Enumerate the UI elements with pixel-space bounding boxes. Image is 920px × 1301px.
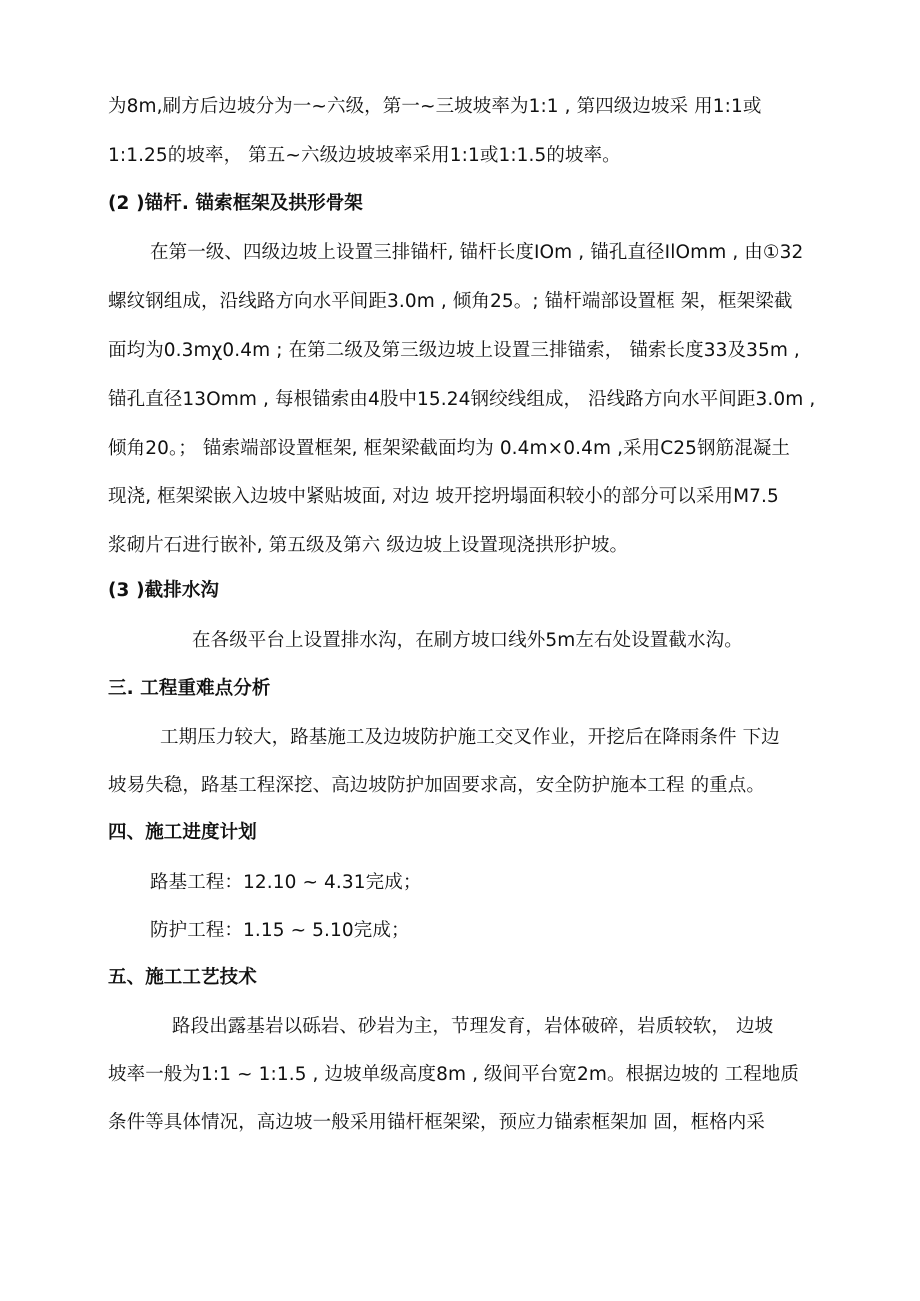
paragraph-line: 浆砌片石进行嵌补, 第五级及第六 级边坡上设置现浇拱形护坡。: [108, 535, 629, 556]
paragraph-line: 1:1.25的坡率， 第五~六级边坡坡率采用1:1或1:1.5的坡率。: [108, 145, 621, 166]
paragraph-line: 坡率一般为1:1 ~ 1:1.5 , 边坡单级高度8m , 级间平台宽2m。根据边坡的 工程地质: [108, 1064, 800, 1085]
section-heading-key-difficulties: 三. 工程重难点分析: [108, 678, 271, 699]
paragraph-line: 工期压力较大，路基施工及边坡防护施工交叉作业，开挖后在降雨条件 下边: [160, 727, 780, 748]
paragraph-line: 坡易失稳，路基工程深挖、高边坡防护加固要求高，安全防护施本工程 的重点。: [108, 775, 765, 796]
paragraph-line: 现浇, 框架梁嵌入边坡中紧贴坡面, 对边 坡开挖坍塌面积较小的部分可以采用M7.5: [108, 486, 779, 507]
section-heading-technology: 五、施工工艺技术: [108, 967, 257, 988]
paragraph-line: 倾角20。； 锚索端部设置框架, 框架梁截面均为 0.4m×0.4m ,采用C25钢筋混凝土: [108, 438, 791, 459]
schedule-item-roadbed: 路基工程：12.10 ~ 4.31完成；: [150, 872, 422, 893]
paragraph-line: 锚孔直径13Omm , 每根锚索由4股中15.24钢绞线组成， 沿线路方向水平间距3.0m ,: [108, 389, 816, 410]
paragraph-line: 条件等具体情况，高边坡一般采用锚杆框架梁，预应力锚索框架加 固，框格内采: [108, 1112, 765, 1133]
schedule-item-protection: 防护工程：1.15 ~ 5.10完成；: [150, 920, 410, 941]
paragraph-line: 在第一级、四级边坡上设置三排锚杆, 锚杆长度IOm , 锚孔直径IlOmm , 由①32: [150, 242, 804, 263]
paragraph-line: 路段出露基岩以砾岩、砂岩为主，节理发育，岩体破碎，岩质较软， 边坡: [172, 1016, 774, 1037]
paragraph-line: 为8m,刷方后边坡分为一~六级，第一~三坡坡率为1:1 , 第四级边坡采 用1:1或: [108, 96, 762, 117]
section-heading-anchor-frame: (2 )锚杆. 锚索框架及拱形骨架: [108, 193, 363, 214]
paragraph-line: 在各级平台上设置排水沟，在刷方坡口线外5m左右处设置截水沟。: [192, 630, 743, 651]
paragraph-line: 面均为0.3mχ0.4m ; 在第二级及第三级边坡上设置三排锚索， 锚索长度33及35m ,: [108, 340, 800, 361]
section-heading-schedule: 四、施工进度计划: [108, 822, 257, 843]
section-heading-drainage: (3 )截排水沟: [108, 580, 220, 601]
paragraph-line: 螺纹钢组成，沿线路方向水平间距3.0m , 倾角25。; 锚杆端部设置框 架，框架梁截: [108, 291, 793, 312]
